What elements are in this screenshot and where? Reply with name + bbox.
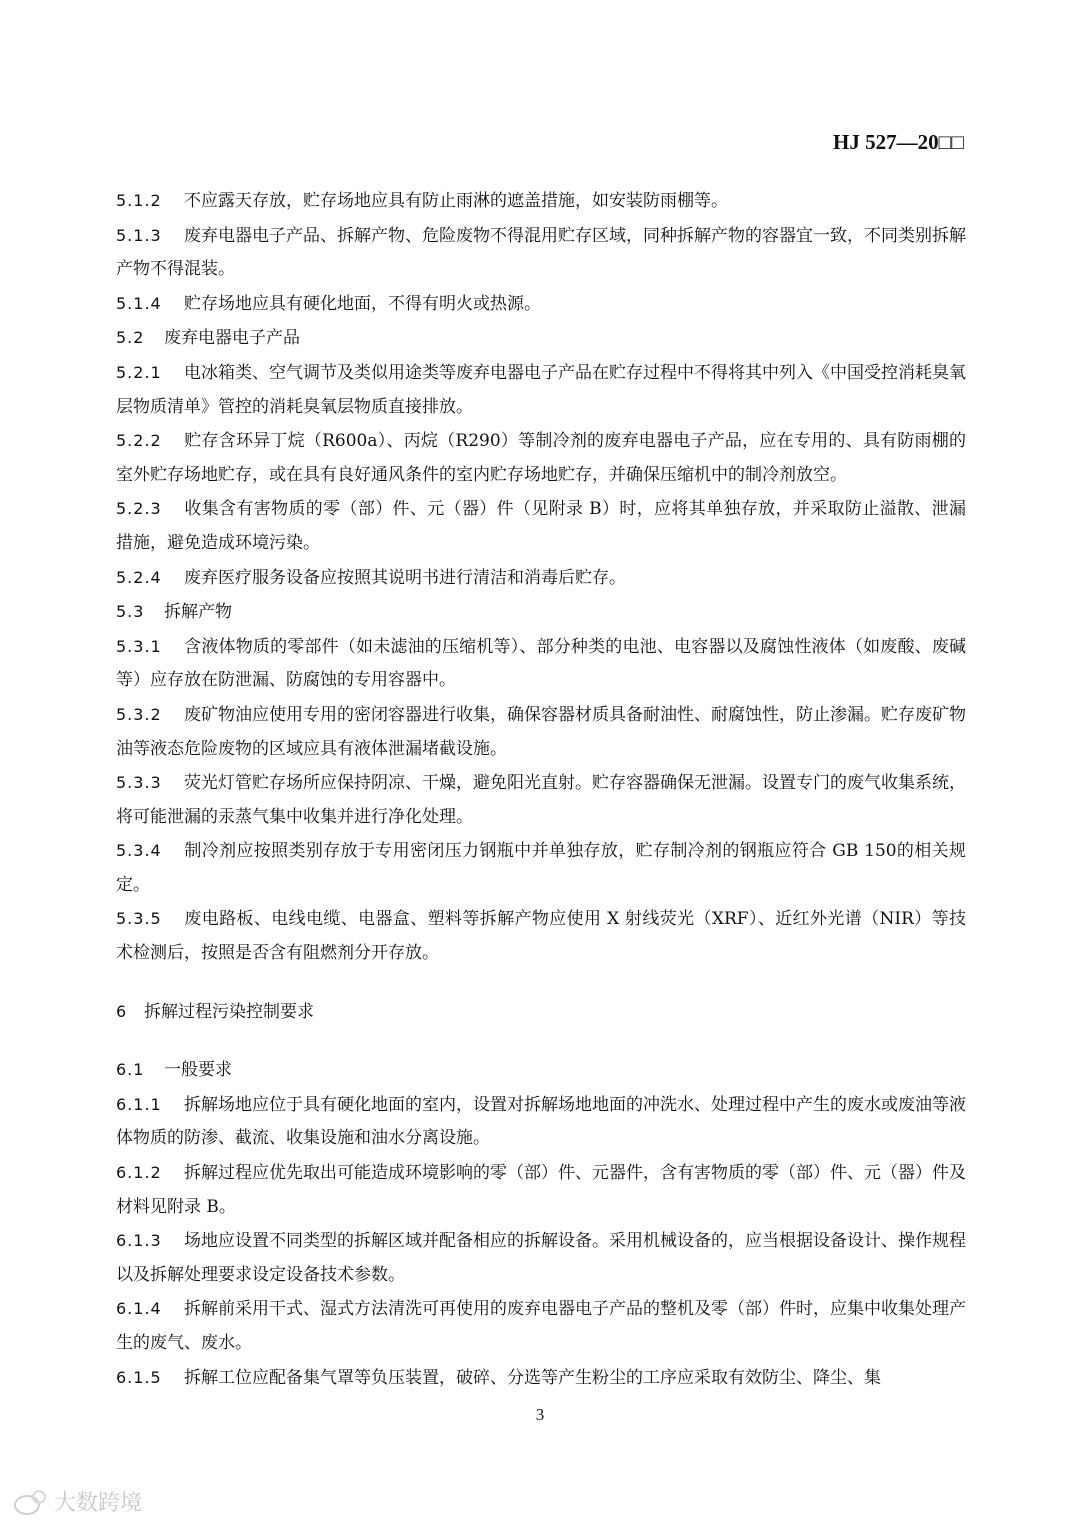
clause-text: 荧光灯管贮存场所应保持阴凉、干燥，避免阳光直射。贮存容器确保无泄漏。设置专门的废气收集系统，将可能泄漏的汞蒸气集中收集并进行净化处理。 (116, 773, 966, 827)
clause-6-1-5 (116, 1361, 966, 1396)
clause-text: 拆解场地应位于具有硬化地面的室内，设置对拆解场地地面的冲洗水、处理过程中产生的废水或废油等液体物质的防渗、截流、收集设施和油水分离设施。 (116, 1094, 966, 1149)
clause-number: 5.3.4 (116, 841, 162, 861)
section-title: 废弃电器电子产品 (164, 328, 300, 349)
section-5-2 (116, 321, 966, 356)
clause-text: 收集含有害物质的零（部）件、元（器）件（见附录 B）时，应将其单独存放，并采取防止溢散、泄漏措施，避免造成环境污染。 (116, 499, 966, 553)
clause-5-2-2 (116, 424, 966, 492)
watermark (12, 1486, 142, 1517)
clause-5-3-4 (116, 834, 966, 902)
clause-5-2-3 (116, 492, 966, 560)
clause-text: 拆解过程应优先取出可能造成环境影响的零（部）件、元器件，含有害物质的零（部）件、元（器）件及材料见附录 B。 (116, 1163, 966, 1217)
clause-number: 5.1.3 (116, 225, 162, 245)
clause-6-1-4 (116, 1292, 966, 1360)
document-body (116, 184, 966, 1395)
clause-5-2-1 (116, 356, 966, 424)
clause-text: 废弃电器电子产品、拆解产物、危险废物不得混用贮存区域，同种拆解产物的容器宜一致，不同类别拆解产物不得混装。 (116, 225, 966, 280)
clause-number: 6.1.4 (116, 1299, 162, 1319)
spacer (116, 1029, 966, 1053)
clause-5-3-5 (116, 902, 966, 970)
clause-5-3-1 (116, 630, 966, 698)
section-6-1 (116, 1053, 966, 1088)
clause-number: 5.1.2 (116, 191, 162, 210)
clause-5-1-4 (116, 287, 966, 322)
page-number: 3 (535, 1405, 545, 1424)
clause-5-2-4 (116, 561, 966, 596)
clause-text: 制冷剂应按照类别存放于专用密闭压力钢瓶中并单独存放，贮存制冷剂的钢瓶应符合 GB 150的相关规定。 (116, 841, 966, 895)
section-number: 6.1 (116, 1060, 145, 1080)
section-title: 拆解产物 (164, 602, 232, 623)
clause-text: 贮存含环异丁烷（R600a）、丙烷（R290）等制冷剂的废弃电器电子产品，应在专用的、具有防雨棚的室外贮存场地贮存，或在具有良好通风条件的室内贮存场地贮存，并确保压缩机中的制冷剂放空。 (116, 431, 966, 485)
clause-6-1-1 (116, 1088, 966, 1156)
clause-text: 废弃医疗服务设备应按照其说明书进行清洁和消毒后贮存。 (184, 567, 626, 588)
clause-text: 拆解工位应配备集气罩等负压装置，破碎、分选等产生粉尘的工序应采取有效防尘、降尘、集 (184, 1367, 881, 1388)
clause-text: 废电路板、电线电缆、电器盒、塑料等拆解产物应使用 X 射线荧光（XRF）、近红外光谱（NIR）等技术检测后，按照是否含有阻燃剂分开存放。 (116, 909, 966, 964)
clause-5-1-2 (116, 184, 966, 219)
clause-text: 拆解前采用干式、湿式方法清洗可再使用的废弃电器电子产品的整机及零（部）件时，应集中收集处理产生的废气、废水。 (116, 1299, 966, 1353)
clause-5-3-2 (116, 698, 966, 766)
clause-number: 5.3.3 (116, 773, 162, 793)
clause-number: 5.2.1 (116, 362, 162, 382)
clause-number: 5.3.1 (116, 636, 162, 656)
clause-number: 5.3.5 (116, 909, 162, 929)
clause-number: 5.1.4 (116, 293, 162, 313)
clause-5-3-3 (116, 766, 966, 834)
clause-text: 废矿物油应使用专用的密闭容器进行收集，确保容器材质具备耐油性、耐腐蚀性，防止渗漏。贮存废矿物油等液态危险废物的区域应具有液体泄漏堵截设施。 (116, 704, 966, 759)
section-number: 5.2 (116, 328, 145, 348)
clause-number: 6.1.2 (116, 1163, 162, 1183)
watermark-text: 大数跨境 (54, 1491, 143, 1516)
clause-5-1-3 (116, 219, 966, 287)
clause-text: 含液体物质的零部件（如未滤油的压缩机等）、部分种类的电池、电容器以及腐蚀性液体（如废酸、废碱等）应存放在防泄漏、防腐蚀的专用容器中。 (116, 636, 966, 691)
chapter-6 (116, 995, 966, 1030)
chapter-title: 拆解过程污染控制要求 (144, 1001, 314, 1022)
clause-text: 贮存场地应具有硬化地面，不得有明火或热源。 (184, 293, 541, 314)
document-code: HJ 527—20□□ (833, 130, 964, 154)
chapter-number: 6 (116, 1001, 127, 1021)
clause-6-1-3 (116, 1224, 966, 1292)
clause-text: 不应露天存放，贮存场地应具有防止雨淋的遮盖措施，如安装防雨棚等。 (184, 191, 728, 211)
clause-number: 6.1.5 (116, 1367, 162, 1387)
weibo-logo-icon (12, 1489, 48, 1515)
clause-text: 场地应设置不同类型的拆解区域并配备相应的拆解设备。采用机械设备的，应当根据设备设计、操作规程以及拆解处理要求设定设备技术参数。 (116, 1231, 966, 1285)
clause-number: 5.2.2 (116, 431, 162, 451)
section-5-3 (116, 595, 966, 630)
clause-number: 6.1.3 (116, 1231, 162, 1251)
clause-number: 5.2.3 (116, 499, 162, 519)
clause-number: 5.3.2 (116, 704, 162, 724)
clause-6-1-2 (116, 1156, 966, 1224)
clause-text: 电冰箱类、空气调节及类似用途类等废弃电器电子产品在贮存过程中不得将其中列入《中国受控消耗臭氧层物质清单》管控的消耗臭氧层物质直接排放。 (116, 362, 966, 417)
clause-number: 6.1.1 (116, 1094, 162, 1114)
section-title: 一般要求 (164, 1060, 232, 1081)
clause-number: 5.2.4 (116, 567, 162, 587)
spacer (116, 971, 966, 995)
section-number: 5.3 (116, 602, 145, 622)
